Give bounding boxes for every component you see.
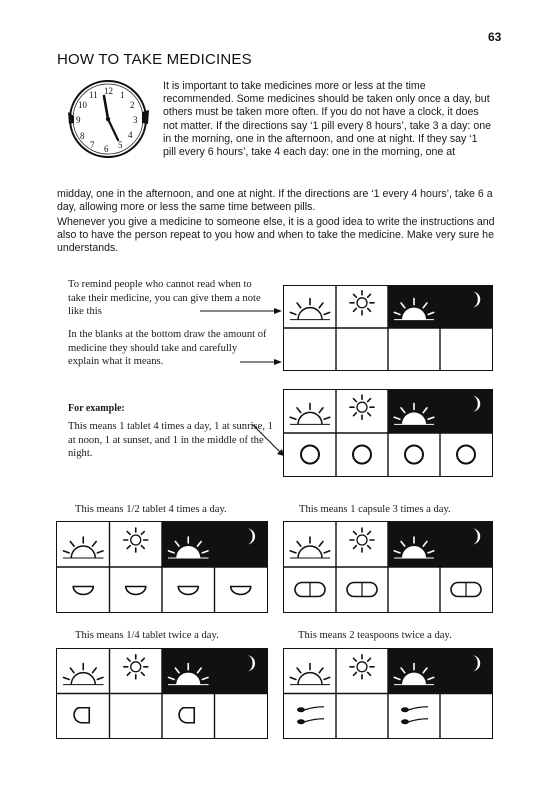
tablet-icon	[301, 446, 319, 464]
moon-icon	[440, 649, 492, 694]
half-tablet-icon	[126, 587, 146, 595]
sunrise-icon	[290, 403, 330, 424]
moon-icon	[215, 522, 268, 567]
sunrise-icon	[290, 299, 330, 320]
moon-icon	[440, 286, 492, 328]
svg-text:2: 2	[130, 100, 135, 110]
arrow-icon	[240, 354, 284, 370]
two-teaspoons-icon	[297, 707, 324, 725]
quarter-tablet-icon	[74, 708, 89, 723]
medicine-chart-quarter-tablet	[56, 648, 268, 739]
intro-paragraph: It is important to take medicines more or less at the time recommended. Some medicines should be taken only once a day, but others must be taken more often. If you do not have a clock, it does not matter. If the directions say ‘1 pill every 8 hours’, take 3 a day: one in the morning, one in the afternoon, and one at night. If they say ‘1 pill every 6 hours’, take 4 each day: one in the morning, one at	[163, 80, 491, 159]
chart-grid	[57, 649, 267, 738]
sunrise-icon	[63, 664, 104, 685]
half-tablet-icon	[231, 587, 251, 595]
clock-icon	[60, 76, 156, 162]
example-label: For example:	[68, 403, 125, 414]
intro-paragraph-continued: midday, one in the afternoon, and one at night. If the directions are ‘1 every 4 hours’, take 6 a day, allowing more or less the same time between pills.	[57, 188, 493, 214]
noon-sun-icon	[124, 528, 148, 552]
svg-text:7: 7	[90, 140, 95, 150]
svg-text:4: 4	[128, 130, 133, 140]
sunset-icon	[162, 649, 215, 694]
tablet-icon	[457, 446, 475, 464]
svg-text:8: 8	[80, 131, 85, 141]
svg-text:9: 9	[76, 115, 81, 125]
svg-text:3: 3	[133, 115, 138, 125]
svg-text:11: 11	[89, 90, 98, 100]
sunrise-icon	[290, 664, 330, 685]
svg-text:5: 5	[118, 140, 123, 150]
chart-grid	[284, 286, 492, 370]
page-title: HOW TO TAKE MEDICINES	[57, 51, 252, 68]
svg-text:10: 10	[78, 100, 87, 110]
noon-sun-icon	[350, 395, 374, 419]
caption-teaspoons: This means 2 teaspoons twice a day.	[298, 630, 452, 641]
moon-icon	[215, 649, 268, 694]
caption-quarter-tablet: This means 1/4 tablet twice a day.	[75, 630, 219, 641]
capsule-icon	[451, 583, 481, 597]
half-tablet-icon	[73, 587, 93, 595]
quarter-tablet-icon	[179, 708, 194, 723]
tablet-icon	[353, 446, 371, 464]
tablet-icon	[405, 446, 423, 464]
medicine-chart-example	[283, 389, 493, 477]
sunset-icon	[388, 522, 440, 567]
half-tablet-icon	[178, 587, 198, 595]
medicine-chart-template	[283, 285, 493, 371]
caption-half-tablet: This means 1/2 tablet 4 times a day.	[75, 504, 227, 515]
medicine-chart-capsule	[283, 521, 493, 613]
arrow-icon	[200, 300, 284, 320]
sunset-icon	[388, 286, 440, 328]
sunset-icon	[388, 390, 440, 433]
example-note: This means 1 tablet 4 times a day, 1 at sunrise, 1 at noon, 1 at sunset, and 1 in the middle of the night.	[68, 421, 273, 459]
chart-grid	[57, 522, 267, 612]
sunrise-icon	[63, 537, 104, 558]
instructions-paragraph: Whenever you give a medicine to someone else, it is a good idea to write the instructions and also to have the person repeat to you how and when to take the medicine. Make very sure he understands.	[57, 216, 495, 255]
page-number: 63	[488, 30, 502, 44]
chart-grid	[284, 390, 492, 476]
medicine-chart-teaspoons	[283, 648, 493, 739]
svg-text:6: 6	[104, 144, 109, 154]
blanks-note: In the blanks at the bottom draw the amount of medicine they should take and carefully explain what it means.	[68, 329, 267, 367]
two-teaspoons-icon	[401, 707, 428, 725]
noon-sun-icon	[124, 655, 148, 679]
noon-sun-icon	[350, 655, 374, 679]
sunrise-icon	[290, 537, 330, 558]
noon-sun-icon	[350, 291, 374, 315]
svg-text:1: 1	[120, 90, 125, 100]
sunset-icon	[162, 522, 215, 567]
moon-icon	[440, 390, 492, 433]
capsule-icon	[295, 583, 325, 597]
chart-grid	[284, 649, 492, 738]
medicine-chart-half-tablet	[56, 521, 268, 613]
caption-capsule: This means 1 capsule 3 times a day.	[299, 504, 451, 515]
svg-text:12: 12	[104, 86, 113, 96]
sunset-icon	[388, 649, 440, 694]
remind-note: To remind people who cannot read when to take their medicine, you can give them a note like this	[68, 279, 261, 317]
moon-icon	[440, 522, 492, 567]
chart-grid	[284, 522, 492, 612]
capsule-icon	[347, 583, 377, 597]
noon-sun-icon	[350, 528, 374, 552]
